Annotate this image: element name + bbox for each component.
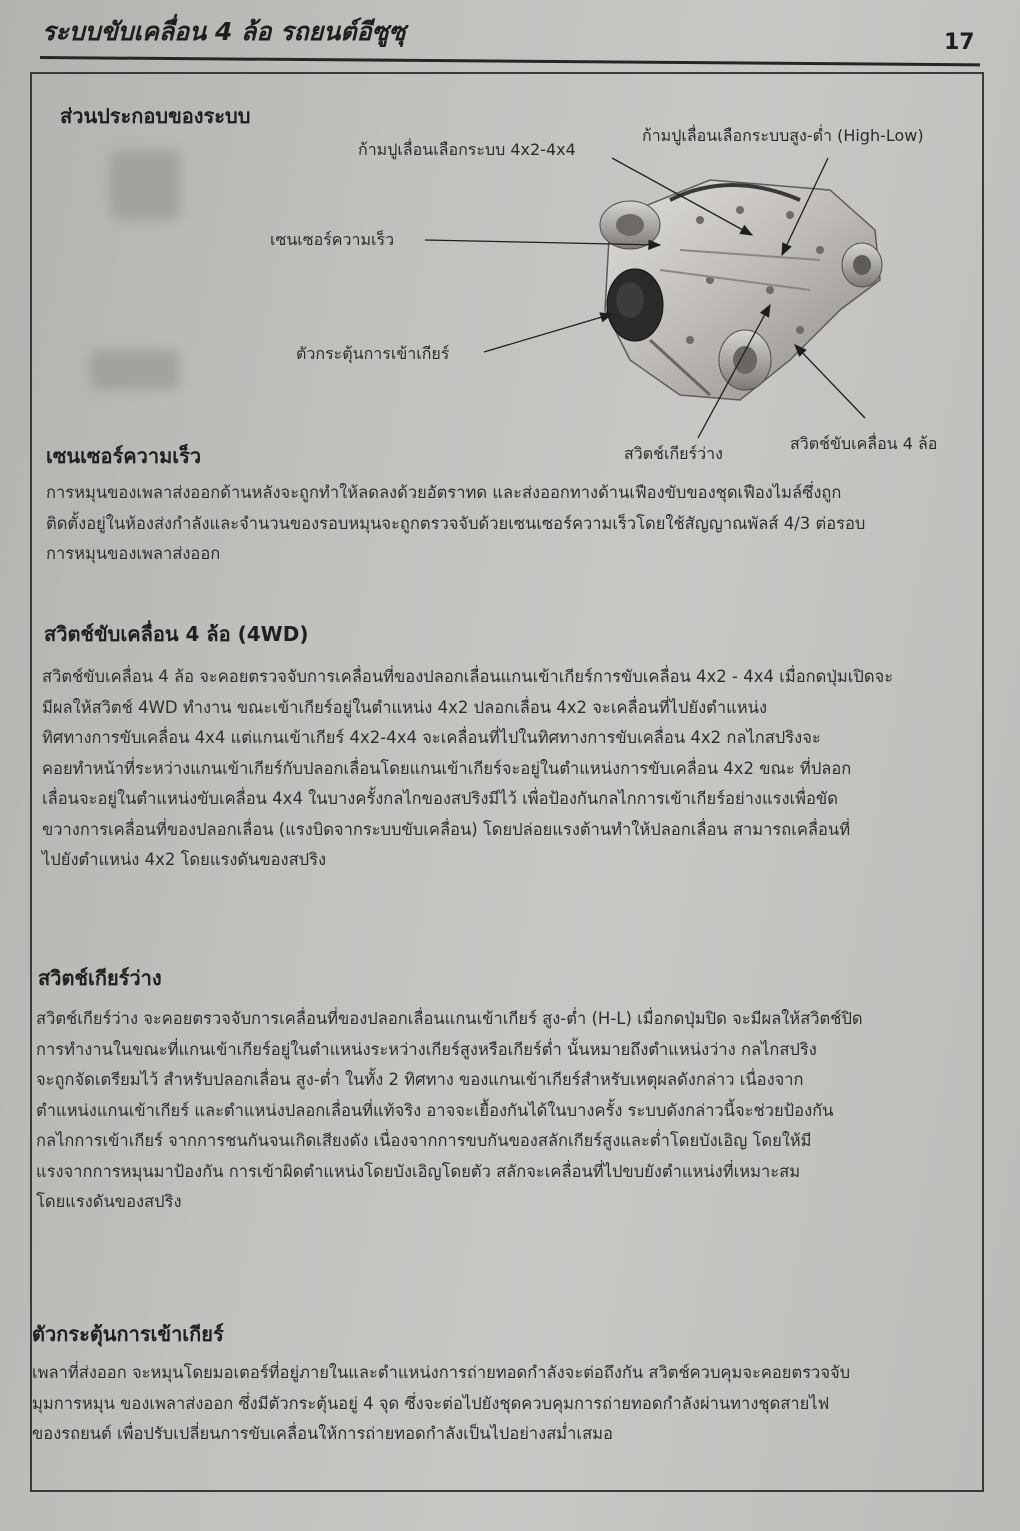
label-shift-lever-high-low: ก้ามปูเลื่อนเลือกระบบสูง-ต่ำ (High-Low) bbox=[642, 126, 924, 145]
speed-sensor-heading: เซนเซอร์ความเร็ว bbox=[46, 444, 202, 468]
components-heading: ส่วนประกอบของระบบ bbox=[60, 104, 251, 128]
label-speed-sensor: เซนเซอร์ความเร็ว bbox=[270, 230, 395, 249]
label-4wd-switch: สวิตช์ขับเคลื่อน 4 ล้อ bbox=[790, 434, 938, 453]
paragraph-line: มุมการหมุน ของเพลาส่งออก ซึ่งมีตัวกระตุ้นอยู่ 4 จุด ซึ่งจะต่อไปยังชุดควบคุมการถ่ายทอดกำลังผ่านทางชุดสายไฟ bbox=[32, 1393, 830, 1413]
paragraph-line: สวิตช์เกียร์ว่าง จะคอยตรวจจับการเคลื่อนที่ของปลอกเลื่อนแกนเข้าเกียร์ สูง-ต่ำ (H-L) เมื่อกดปุ่มปิด จะมีผลให้สวิตช์ปิด bbox=[36, 1009, 863, 1028]
neutral-switch-paragraph bbox=[36, 1004, 986, 1218]
paragraph-line: ขวางการเคลื่อนที่ของปลอกเลื่อน (แรงบิดจากระบบขับเคลื่อน) โดยปล่อยแรงต้านทำให้ปลอกเลื่อน สามารถเคลื่อนที่ bbox=[42, 819, 851, 839]
paragraph-line: ตำแหน่งแกนเข้าเกียร์ และตำแหน่งปลอกเลื่อนที่แท้จริง อาจจะเยื้องกันได้ในบางครั้ง ระบบดังกล่าวนี้จะช่วยป้องกัน bbox=[36, 1100, 834, 1120]
paragraph-line: คอยทำหน้าที่ระหว่างแกนเข้าเกียร์กับปลอกเลื่อนโดยแกนเข้าเกียร์จะอยู่ในตำแหน่งการขับเคลื่อน 4x2 ขณะ ที่ปลอก bbox=[42, 758, 852, 778]
paragraph-line: ของรถยนต์ เพื่อปรับเปลี่ยนการขับเคลื่อนให้การถ่ายทอดกำลังเป็นไปอย่างสม่ำเสมอ bbox=[32, 1424, 613, 1443]
paper-smudge bbox=[90, 350, 180, 390]
paragraph-line: การหมุนของเพลาส่งออก bbox=[46, 544, 221, 563]
label-neutral-switch: สวิตช์เกียร์ว่าง bbox=[624, 444, 723, 463]
speed-sensor-paragraph bbox=[46, 478, 980, 570]
gear-actuator-heading: ตัวกระตุ้นการเข้าเกียร์ bbox=[32, 1322, 224, 1346]
paragraph-line: กลไกการเข้าเกียร์ จากการชนกันจนเกิดเสียงดัง เนื่องจากการขบกันของสลักเกียร์สูงและต่ำโดยบังเอิญ โดยให้มี bbox=[36, 1131, 812, 1150]
label-gear-actuator: ตัวกระตุ้นการเข้าเกียร์ bbox=[296, 344, 450, 363]
page-number: 17 bbox=[944, 30, 975, 55]
4wd-switch-heading: สวิตช์ขับเคลื่อน 4 ล้อ (4WD) bbox=[44, 622, 309, 646]
paragraph-line: แรงจากการหมุนมาป้องกัน การเข้าผิดตำแหน่งโดยบังเอิญโดยตัว สลักจะเคลื่อนที่ไปขบยังตำแหน่งที่เหมาะสม bbox=[36, 1161, 801, 1181]
paragraph-line: โดยแรงดันของสปริง bbox=[36, 1192, 182, 1211]
gear-actuator-paragraph bbox=[32, 1358, 986, 1450]
transfer-case-illustration bbox=[590, 160, 890, 420]
paragraph-line: สวิตช์ขับเคลื่อน 4 ล้อ จะคอยตรวจจับการเคลื่อนที่ของปลอกเลื่อนแกนเข้าเกียร์การขับเคลื่อน 4x2 - 4x4 เมื่อกดปุ่มเปิดจะ bbox=[42, 667, 894, 686]
paragraph-line: ไปยังตำแหน่ง 4x2 โดยแรงดันของสปริง bbox=[42, 850, 327, 869]
paper-smudge bbox=[110, 150, 180, 220]
paragraph-line: เลื่อนจะอยู่ในตำแหน่งขับเคลื่อน 4x4 ในบางครั้งกลไกของสปริงมีไว้ เพื่อป้องกันกลไกการเข้าเกียร์อย่างแรงเพื่อขัด bbox=[42, 789, 838, 808]
header-rule bbox=[40, 56, 980, 66]
paragraph-line: จะถูกจัดเตรียมไว้ สำหรับปลอกเลื่อน สูง-ต่ำ ในทั้ง 2 ทิศทาง ของแกนเข้าเกียร์สำหรับเหตุผลดังกล่าว เนื่องจาก bbox=[36, 1070, 804, 1089]
paragraph-line: การหมุนของเพลาส่งออกด้านหลังจะถูกทำให้ลดลงด้วยอัตราทด และส่งออกทางด้านเฟืองขับของชุดเฟืองไมล์ซึ่งถูก bbox=[46, 483, 842, 502]
4wd-switch-paragraph bbox=[42, 662, 982, 876]
paragraph-line: ทิศทางการขับเคลื่อน 4x4 แต่แกนเข้าเกียร์ 4x2-4x4 จะเคลื่อนที่ไปในทิศทางการขับเคลื่อน 4x2 กลไกสปริงจะ bbox=[42, 728, 821, 747]
label-shift-lever-4x2-4x4: ก้ามปูเลื่อนเลือกระบบ 4x2-4x4 bbox=[358, 140, 576, 159]
paragraph-line: มีผลให้สวิตช์ 4WD ทำงาน ขณะเข้าเกียร์อยู่ในตำแหน่ง 4x2 ปลอกเลื่อน 4x2 จะเคลื่อนที่ไปยังตำแหน่ง bbox=[42, 697, 768, 717]
paragraph-line: การทำงานในขณะที่แกนเข้าเกียร์อยู่ในตำแหน่งระหว่างเกียร์สูงหรือเกียร์ต่ำ นั้นหมายถึงตำแหน่งว่าง กลไกสปริง bbox=[36, 1039, 817, 1059]
paragraph-line: ติดตั้งอยู่ในห้องส่งกำลังและจำนวนของรอบหมุนจะถูกตรวจจับด้วยเซนเซอร์ความเร็วโดยใช้สัญญาณพัลส์ 4/3 ต่อรอบ bbox=[46, 513, 866, 533]
neutral-switch-heading: สวิตช์เกียร์ว่าง bbox=[38, 966, 162, 990]
paragraph-line: เพลาที่ส่งออก จะหมุนโดยมอเตอร์ที่อยู่ภายในและตำแหน่งการถ่ายทอดกำลังจะต่อถึงกัน สวิตช์ควบคุมจะคอยตรวจจับ bbox=[32, 1363, 851, 1382]
header-title: ระบบขับเคลื่อน 4 ล้อ รถยนต์อีซูซุ bbox=[42, 17, 406, 46]
